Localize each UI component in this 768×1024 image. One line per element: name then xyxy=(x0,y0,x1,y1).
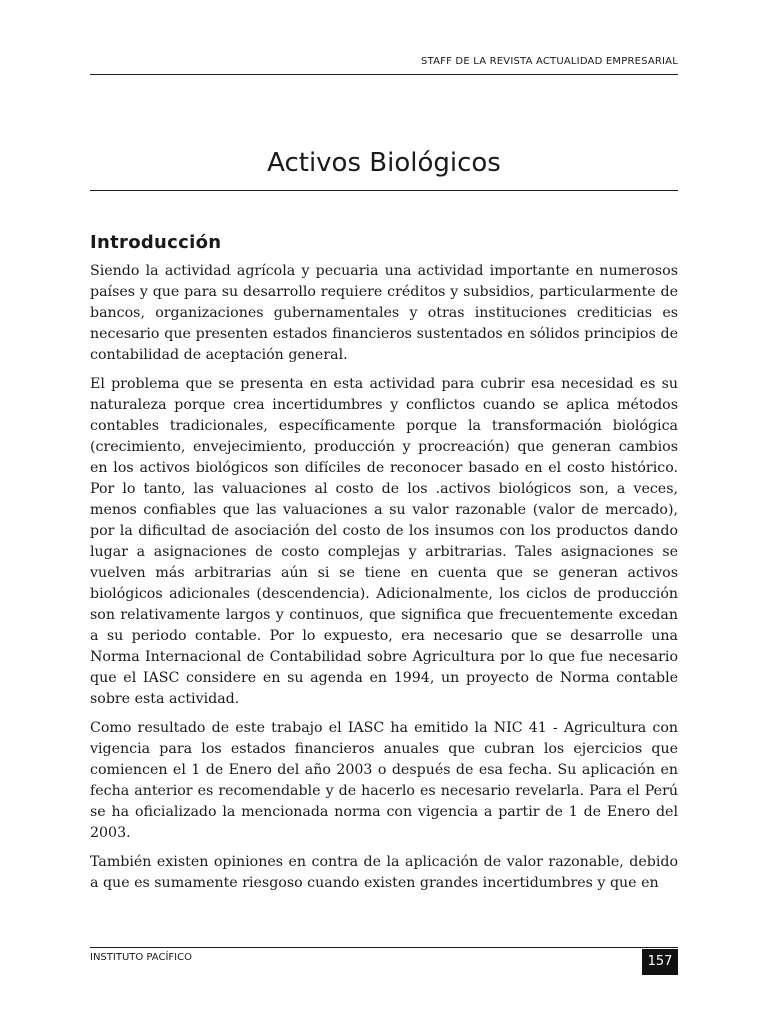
header-rule xyxy=(90,74,678,75)
footer-publisher: INSTITUTO PACÍFICO xyxy=(90,952,192,963)
running-header: STAFF DE LA REVISTA ACTUALIDAD EMPRESARIAL xyxy=(421,56,678,67)
article-title: Activos Biológicos xyxy=(267,148,501,178)
paragraph-2: El problema que se presenta en esta actividad para cubrir esa necesidad es su naturaleza porque crea incertidumbres y conflictos cuando se aplica métodos contables tradicionales, específicamente porque la transformación biológica (crecimiento, envejecimiento, producción y procreación) que generan cambios en los activos biológicos son difíciles de reconocer basado en el costo histórico. Por lo tanto, las valuaciones al costo de los .activos biológicos son, a veces, menos confiables que las valuaciones a su valor razonable (valor de mercado), por la dificultad de asociación del costo de los insumos con los productos dando lugar a asignaciones de costo complejas y arbitrarias. Tales asignaciones se vuelven más arbitrarias aún si se tiene en cuenta que se generan activos biológicos adicionales (descendencia). Adicionalmente, los ciclos de producción son relativamente largos y continuos, que significa que frecuentemente excedan a su periodo contable. Por lo expuesto, era necesario que se desarrolle una Norma Internacional de Contabilidad sobre Agricultura por lo que fue necesario que el IASC considere en su agenda en 1994, un proyecto de Norma contable sobre esta actividad. xyxy=(90,376,678,707)
paragraph-4: También existen opiniones en contra de la aplicación de valor razonable, debido a que es sumamente riesgoso cuando existen grandes incertidumbres y que en xyxy=(90,854,678,891)
section-heading: Introducción xyxy=(90,232,222,253)
article-body xyxy=(90,232,678,894)
page-number-badge: 157 xyxy=(642,949,678,975)
paragraph-1: Siendo la actividad agrícola y pecuaria una actividad importante en numerosos países y que para su desarrollo requiere créditos y subsidios, particularmente de bancos, organizaciones gubernamentales y otras instituciones crediticias es necesario que presenten estados financieros sustentados en sólidos principios de contabilidad de aceptación general. xyxy=(90,263,678,363)
paragraph-3: Como resultado de este trabajo el IASC ha emitido la NIC 41 - Agricultura con vigencia para los estados financieros anuales que cubran los ejercicios que comiencen el 1 de Enero del año 2003 o después de esa fecha. Su aplicación en fecha anterior es recomendable y de hacerlo es necesario revelarla. Para el Perú se ha oficializado la mencionada norma con vigencia a partir de 1 de Enero del 2003. xyxy=(90,720,678,841)
footer-rule xyxy=(90,947,678,948)
title-rule xyxy=(90,190,678,191)
